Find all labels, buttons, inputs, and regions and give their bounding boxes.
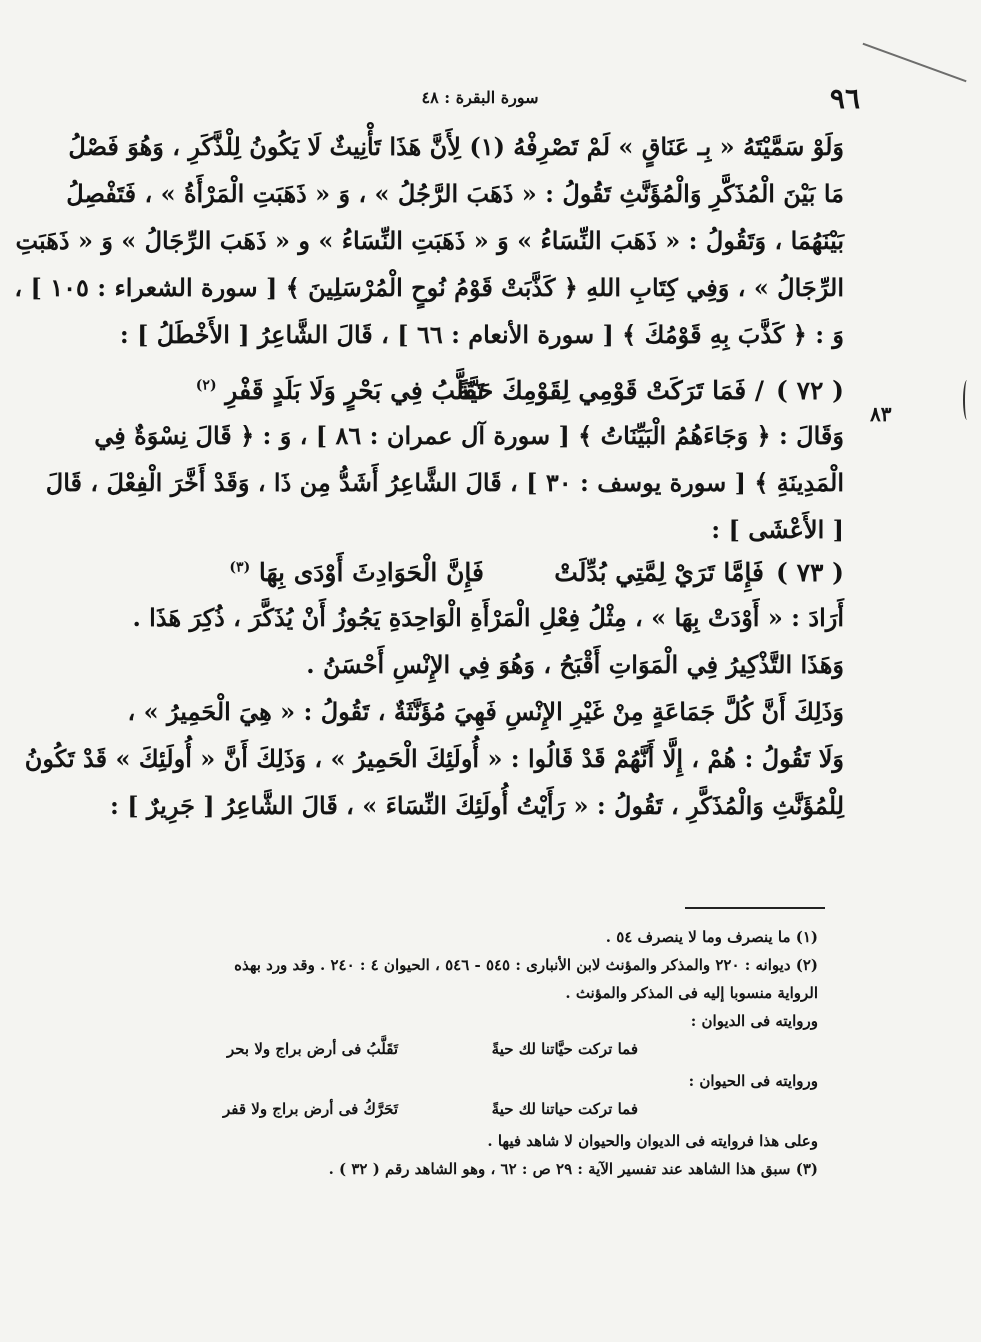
surah-title: سورة البقرة : ٤٨ (421, 88, 539, 107)
verse-hemistich-first: فَإِمَّا تَرَيْ لِمَّتِي بُدِّلَتْ (554, 558, 764, 587)
footnote-1: (١) ما ينصرف وما لا ينصرف ٥٤ . (605, 928, 818, 946)
page-number: ٩٦ (829, 82, 860, 115)
footnote-verse-first: فما تركت حياتنا لك حيةً (491, 1100, 638, 1118)
verse-hemistich-text: فَإِنَّ الْحَوَادِثَ أَوْدَى بِهَا (258, 558, 484, 587)
footnote-2-cont: الرواية منسوبا إليه فى المذكر والمؤنث . (565, 984, 818, 1002)
text-line: بَيْنَهُمَا ، وَتَقُولُ : « ذَهَبَ النِّسَاءُ » وَ « ذَهَبَتِ النِّسَاءُ » و « ذَهَبَ الرِّجَالُ » وَ « ذَهَبَتِ (15, 226, 844, 255)
margin-page-number: ٨٣ (870, 402, 892, 426)
verse-hemistich-second (229, 558, 484, 587)
footnote-3: (٣) سبق هذا الشاهد عند تفسير الآية : ٢٩ ص : ٦٢ ، وهو الشاهد رقم ( ٣٢ ) . (328, 1160, 818, 1178)
verse-hemistich-text: تَقَلَّبُ فِي بَحْرٍ وَلَا بَلَدٍ قَفْرِ (225, 376, 484, 405)
footnote-verse (128, 1102, 818, 1134)
verse-number: ( ٧٣ ) (776, 558, 844, 587)
verse-hemistich-first: / فَمَا تَرَكَتْ قَوْمِي لِقَوْمِكَ حَيَّةً (456, 376, 764, 405)
footnote-verse-second: تَحَرَّكُ فى أرض براج ولا قفر (223, 1100, 398, 1118)
poetry-verse-73 (128, 552, 844, 606)
text-line: وَلَوْ سَمَّيْتَهُ « بِـ عَنَاقٍ » لَمْ تَصْرِفْهُ (١) لِأَنَّ هَذَا تَأْنِيثٌ لَا يَكُونُ لِلْذَّكَرِ ، وَهُوَ فَصْلُ (68, 132, 844, 161)
footnote-2-cont: وروايته فى الديوان : (690, 1012, 818, 1030)
footnote-verse (128, 1042, 818, 1074)
poetry-verse-72 (128, 370, 844, 424)
footnotes (128, 930, 818, 1190)
text-line: وَقَالَ : ﴿ وَجَاءَهُمُ الْبَيِّنَاتُ ﴾ [ سورة آل عمران : ٨٦ ] ، وَ : ﴿ قَالَ نِسْوَةٌ فِي (94, 421, 844, 450)
text-line: وَذَلِكَ أَنَّ كُلَّ جَمَاعَةٍ مِنْ غَيْرِ الإِنْسِ فَهِيَ مُؤَنَّثَةٌ ، تَقُولُ : « هِيَ الْحَمِيرُ » ، (127, 697, 844, 726)
scan-artifact (845, 43, 966, 129)
footnote-verse-second: تَقَلَّبُ فى أرض براج ولا بحر (226, 1040, 398, 1058)
main-text (14, 132, 844, 841)
footnote-marker: (٢) (195, 377, 217, 394)
footnote-2-cont: وروايته فى الحيوان : (688, 1072, 818, 1090)
footnote-marker: (٣) (229, 559, 251, 576)
page-header (100, 82, 860, 116)
footnote-2-cont: وعلى هذا فروايته فى الديوان والحيوان لا شاهد فيها . (487, 1132, 818, 1150)
text-line: أَرَادَ : « أَوْدَتْ بِهَا » ، مِثْلُ فِعْلِ الْمَرْأَةِ الْوَاحِدَةِ يَجُوزُ أَنْ يُذَكَّرَ ، ذُكِرَ هَذَا . (132, 603, 844, 632)
footnote-divider (685, 907, 825, 909)
text-line: وَهَذَا التَّذْكِيرُ فِي الْمَوَاتِ أَقْبَحُ ، وَهُوَ فِي الإِنْسِ أَحْسَنُ . (306, 650, 844, 679)
text-line: لِلْمُؤَنَّثِ وَالْمُذَكَّرِ ، تَقُولُ : « رَأَيْتُ أُولَئِكَ النِّسَاءَ » ، قَالَ الشَّاعِرُ [ جَرِيرٌ ] : (109, 791, 844, 820)
footnote-2: (٢) ديوانه : ٢٢٠ والمذكر والمؤنث لابن الأنبارى : ٥٤٥ - ٥٤٦ ، الحيوان ٤ : ٢٤٠ . وقد ورد بهذه (234, 956, 818, 974)
text-line: وَ : ﴿ كَذَّبَ بِهِ قَوْمُكَ ﴾ [ سورة الأنعام : ٦٦ ] ، قَالَ الشَّاعِرُ [ الأَخْطَلُ ] : (119, 320, 844, 349)
footnote-verse-first: فما تركت حيَّاتنا لك حيةً (491, 1040, 638, 1058)
verse-number: ( ٧٢ ) (776, 376, 844, 405)
text-line: الرِّجَالُ » ، وَفِي كِتَابِ اللهِ ﴿ كَذَّبَتْ قَوْمُ نُوحٍ الْمُرْسَلِينَ ﴾ [ سورة الشعراء : ١٠٥ ] ، (14, 273, 844, 302)
text-line: وَلَا تَقُولُ : هُمْ ، إِلَّا أَنَّهُمْ قَدْ قَالُوا : « أُولَئِكَ الْحَمِيرُ » ، وَذَلِكَ أَنَّ « أُولَئِكَ » قَدْ تَكُونُ (24, 744, 844, 773)
verse-hemistich-second (196, 376, 484, 405)
text-line: [ الأَعْشَى ] : (711, 515, 844, 544)
text-line: مَا بَيْنَ الْمُذَكَّرِ وَالْمُؤَنَّثِ تَقُولُ : « ذَهَبَ الرَّجُلُ » ، وَ « ذَهَبَتِ الْمَرْأَةُ » ، فَتَفْصِلُ (66, 179, 844, 208)
text-line: الْمَدِينَةِ ﴾ [ سورة يوسف : ٣٠ ] ، قَالَ الشَّاعِرُ أَشَدُّ مِن ذَا ، وَقَدْ أَخَّرَ الْفِعْلَ ، قَالَ (45, 468, 844, 497)
page-edge-mark (963, 380, 971, 420)
